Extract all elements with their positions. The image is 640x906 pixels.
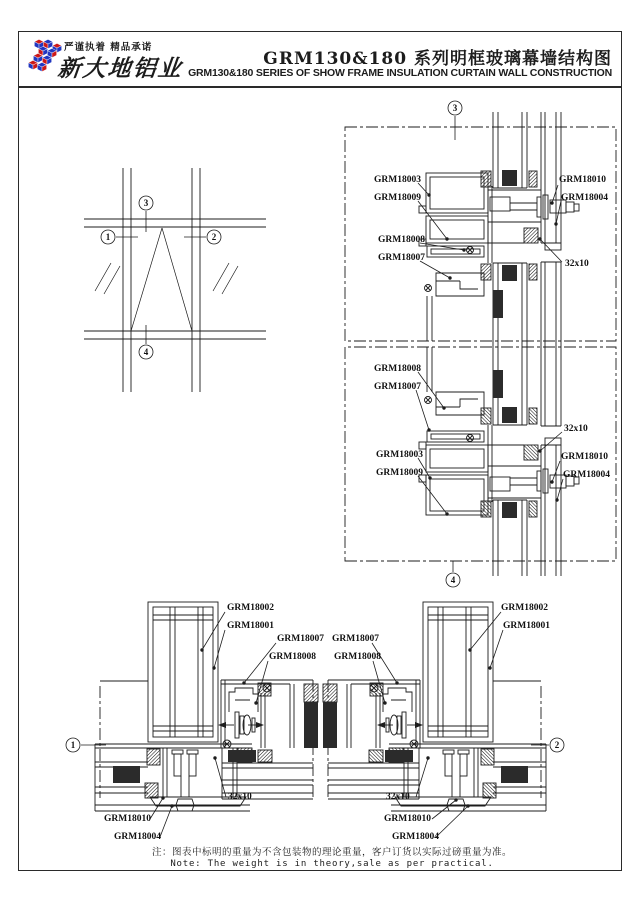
part-label-grm18004: GRM18004 — [114, 832, 161, 842]
part-label-grm18008: GRM18008 — [269, 652, 316, 662]
callout-3: 3 — [143, 198, 149, 208]
part-label-grm18002: GRM18002 — [501, 603, 548, 613]
part-label-grm18010: GRM18010 — [561, 452, 608, 462]
part-label-grm18010: GRM18010 — [384, 814, 431, 824]
part-label-grm18007: GRM18007 — [374, 382, 421, 392]
callout-3-detail: 3 — [452, 103, 458, 113]
sheet-title-en: GRM130&180 SERIES OF SHOW FRAME INSULATION CURTAIN WALL CONSTRUCTION — [188, 67, 612, 79]
detail-top-section — [345, 112, 616, 344]
part-label-grm18004: GRM18004 — [392, 832, 439, 842]
part-label-grm18008: GRM18008 — [334, 652, 381, 662]
callout-2: 2 — [211, 232, 217, 242]
callout-4-detail: 4 — [450, 575, 456, 585]
part-label-grm18001: GRM18001 — [227, 621, 274, 631]
size-label-32x10: 32x10 — [228, 792, 252, 802]
plan-middle-glazing — [304, 684, 337, 748]
size-label-32x10: 32x10 — [564, 424, 588, 434]
part-label-grm18003: GRM18003 — [376, 450, 423, 460]
size-label-32x10: 32x10 — [386, 792, 410, 802]
part-label-grm18002: GRM18002 — [227, 603, 274, 613]
footnote-en: Note: The weight is in theory,sale as per practical. — [170, 859, 494, 869]
footnote-cn: 注：图表中标明的重量为不含包装物的理论重量，客户订货以实际过磅重量为准。 — [151, 847, 512, 858]
leader-lines — [150, 183, 563, 837]
part-label-grm18004: GRM18004 — [563, 470, 610, 480]
part-label-grm18001: GRM18001 — [503, 621, 550, 631]
part-label-grm18003: GRM18003 — [374, 175, 421, 185]
elevation-schematic — [84, 168, 266, 392]
part-label-grm18007: GRM18007 — [332, 634, 379, 644]
callout-1: 1 — [105, 232, 111, 242]
part-label-grm18010: GRM18010 — [559, 175, 606, 185]
part-label-grm18007: GRM18007 — [378, 253, 425, 263]
footnote — [132, 844, 532, 869]
company-slogan: 严谨执着 精品承诺 — [64, 42, 153, 53]
size-label-32x10: 32x10 — [565, 259, 589, 269]
callout-4: 4 — [143, 347, 149, 357]
part-label-grm18010: GRM18010 — [104, 814, 151, 824]
sheet-title-cn: GRM130&180 系列明框玻璃幕墙结构图 — [263, 49, 612, 69]
part-label-grm18009: GRM18009 — [374, 193, 421, 203]
part-label-grm18008: GRM18008 — [374, 364, 421, 374]
part-label-grm18008: GRM18008 — [378, 235, 425, 245]
callout-2-detail: 2 — [554, 740, 560, 750]
part-label-grm18007: GRM18007 — [277, 634, 324, 644]
company-name: 新大地铝业 — [56, 55, 185, 82]
callout-1-detail: 1 — [70, 740, 76, 750]
part-label-grm18004: GRM18004 — [561, 193, 608, 203]
part-label-grm18009: GRM18009 — [376, 468, 423, 478]
